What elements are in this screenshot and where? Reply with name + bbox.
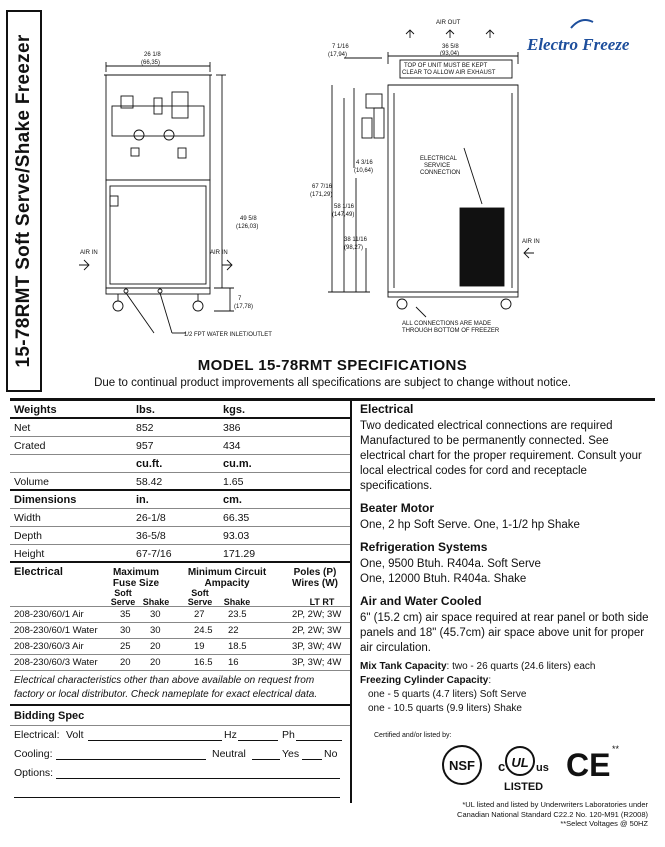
dimensions-heading: Dimensions bbox=[14, 494, 77, 506]
bid-electrical-label: Electrical: bbox=[14, 729, 60, 741]
refrigeration-text-1: One, 9500 Btuh. R404a. Soft Serve bbox=[360, 558, 541, 570]
refrigeration-text-2: One, 12000 Btuh. R404a. Shake bbox=[360, 573, 527, 585]
neutral-blank[interactable] bbox=[252, 759, 280, 760]
fuse-head-1: Maximum bbox=[112, 567, 160, 578]
ul-text: UL bbox=[511, 755, 529, 770]
column-divider bbox=[350, 401, 352, 803]
fuse-soft-2: Serve bbox=[110, 597, 136, 607]
net-label: Net bbox=[14, 422, 31, 434]
volume-ft: 58.42 bbox=[136, 476, 163, 488]
electrical-row bbox=[10, 639, 350, 655]
ul-listed: LISTED bbox=[504, 781, 544, 793]
dim-total-height: 67 7/16 bbox=[312, 184, 333, 190]
row-fuse-sh: 20 bbox=[150, 657, 161, 668]
electrical-table-header bbox=[10, 563, 350, 607]
dim-mid-height-cm: (147,49) bbox=[332, 212, 355, 218]
volume-m: 1.65 bbox=[223, 476, 244, 488]
height-cm: 171.29 bbox=[223, 548, 256, 560]
label-water-inlet: 1/2 FPT WATER INLET/OUTLET bbox=[184, 332, 272, 338]
row-poles: 3P, 3W; 4W bbox=[292, 657, 342, 668]
bid-volt-label: Volt bbox=[66, 729, 84, 741]
volume-row bbox=[10, 473, 350, 491]
row-fuse-ss: 35 bbox=[120, 609, 131, 620]
amp-soft-1: Soft bbox=[191, 588, 209, 598]
bid-neutral-label: Neutral bbox=[212, 748, 246, 760]
net-kgs: 386 bbox=[223, 422, 241, 434]
amp-head-2: Ampacity bbox=[204, 578, 250, 589]
row-amp-sh: 16 bbox=[228, 657, 239, 668]
dim-depth: 36 5/8 bbox=[442, 44, 459, 50]
note-top-clear-2: CLEAR TO ALLOW AIR EXHAUST bbox=[402, 70, 496, 76]
depth-row bbox=[10, 527, 350, 545]
weights-heading: Weights bbox=[14, 404, 57, 416]
bid-no-label: No bbox=[324, 748, 338, 760]
fuse-shake: Shake bbox=[142, 597, 170, 607]
label-air-in-right: AIR IN bbox=[210, 250, 228, 256]
dim-spigot: 4 3/16 bbox=[356, 160, 373, 166]
crated-kgs: 434 bbox=[223, 440, 241, 452]
ul-us: us bbox=[536, 762, 549, 774]
amp-shake: Shake bbox=[223, 597, 251, 607]
row-fuse-ss: 20 bbox=[120, 657, 131, 668]
yes-blank[interactable] bbox=[302, 759, 322, 760]
note-top-clear-1: TOP OF UNIT MUST BE KEPT bbox=[404, 63, 488, 69]
volume-label: Volume bbox=[14, 476, 50, 488]
dim-mid-height: 58 1/16 bbox=[334, 204, 355, 210]
row-fuse-sh: 30 bbox=[150, 609, 161, 620]
cert-note-1: *UL listed and listed by Underwriters Laboratories under bbox=[462, 800, 648, 809]
weights-net-row bbox=[10, 419, 350, 437]
height-label: Height bbox=[14, 548, 45, 560]
cooling-blank[interactable] bbox=[56, 759, 206, 760]
air-water-text: 6" (15.2 cm) air space required at rear panel or both side panels and 18" (45.7cm) air space above unit for proper air circulation. bbox=[360, 612, 649, 654]
row-amp-sh: 18.5 bbox=[228, 641, 247, 652]
electrical-table bbox=[10, 563, 350, 706]
certifications bbox=[360, 730, 656, 847]
dimensions-header-row bbox=[10, 491, 350, 509]
row-amp-ss: 24.5 bbox=[194, 625, 213, 636]
bidding-electrical-line bbox=[10, 726, 350, 745]
dim-top-offset: 7 1/16 bbox=[332, 44, 349, 50]
brand-logo bbox=[525, 12, 660, 62]
model-title: MODEL 15-78RMT SPECIFICATIONS bbox=[197, 357, 468, 374]
bidding-options-line bbox=[10, 764, 350, 783]
mix-tank-capacity bbox=[360, 660, 656, 674]
label-air-in-left: AIR IN bbox=[80, 250, 98, 256]
width-in: 26-1/8 bbox=[136, 512, 166, 524]
nsf-icon bbox=[443, 746, 481, 784]
bid-yes-label: Yes bbox=[282, 748, 300, 760]
volt-blank[interactable] bbox=[88, 740, 222, 741]
note-connections-1: ALL CONNECTIONS ARE MADE bbox=[402, 321, 492, 327]
width-cm: 66.35 bbox=[223, 512, 250, 524]
dim-total-height-cm: (171,29) bbox=[310, 192, 333, 198]
row-fuse-ss: 25 bbox=[120, 641, 131, 652]
amp-soft-2: Serve bbox=[187, 597, 213, 607]
side-title-box bbox=[6, 10, 42, 392]
label-elec-1: ELECTRICAL bbox=[420, 156, 458, 162]
cylinder-colon: : bbox=[488, 675, 492, 686]
row-fuse-ss: 30 bbox=[120, 625, 131, 636]
options-blank[interactable] bbox=[56, 778, 340, 779]
bidding-cooling-line bbox=[10, 745, 350, 764]
ce-asterisks: ** bbox=[612, 744, 620, 754]
ph-blank[interactable] bbox=[296, 740, 342, 741]
width-row bbox=[10, 509, 350, 527]
mix-tank-value: : two - 26 quarts (24.6 liters) each bbox=[446, 661, 596, 672]
volume-unit-m: cu.m. bbox=[223, 458, 252, 470]
dimensions-unit-cm: cm. bbox=[223, 494, 242, 506]
row-name: 208-230/60/1 Water bbox=[14, 625, 98, 636]
net-lbs: 852 bbox=[136, 422, 154, 434]
dim-front-width-cm: (66,35) bbox=[141, 60, 161, 66]
air-water-heading: Air and Water Cooled bbox=[360, 594, 482, 608]
row-fuse-sh: 30 bbox=[150, 625, 161, 636]
width-label: Width bbox=[14, 512, 41, 524]
ce-text: CE bbox=[566, 747, 611, 783]
beater-text: One, 2 hp Soft Serve. One, 1-1/2 hp Shake bbox=[360, 519, 580, 531]
brand-name: Electro Freeze bbox=[527, 35, 630, 54]
dim-leg: 7 bbox=[238, 296, 242, 302]
cert-note-2: Canadian National Standard C22.2 No. 120-M91 (R2008) bbox=[457, 809, 648, 819]
bid-ph-label: Ph bbox=[282, 729, 295, 741]
electrical-note: Electrical characteristics other than above available on request from factory or local distributor. Check nameplate for exact electrical data. bbox=[10, 671, 350, 706]
refrigeration-heading: Refrigeration Systems bbox=[360, 540, 488, 554]
row-name: 208-230/60/1 Air bbox=[14, 609, 84, 620]
row-name: 208-230/60/3 Air bbox=[14, 641, 84, 652]
dim-leg-cm: (17,78) bbox=[234, 304, 254, 310]
electrical-row bbox=[10, 623, 350, 639]
mix-tank-label: Mix Tank Capacity bbox=[360, 661, 447, 672]
dim-low-height: 38 11/16 bbox=[344, 237, 367, 243]
nsf-text: NSF bbox=[449, 758, 475, 773]
electrical-heading-right: Electrical bbox=[360, 402, 414, 416]
ce-mark-icon bbox=[566, 744, 620, 783]
electrical-heading: Electrical bbox=[14, 566, 63, 578]
poles-head-2: Wires (W) bbox=[291, 578, 339, 589]
cert-logos bbox=[360, 738, 656, 808]
depth-label: Depth bbox=[14, 530, 43, 542]
crated-lbs: 957 bbox=[136, 440, 154, 452]
weights-unit-kgs: kgs. bbox=[223, 404, 246, 416]
fuse-head-2: Fuse Size bbox=[112, 578, 160, 589]
lt-rt: LT RT bbox=[309, 597, 335, 607]
height-row bbox=[10, 545, 350, 563]
weights-crated-row bbox=[10, 437, 350, 455]
crated-label: Crated bbox=[14, 440, 46, 452]
dim-height-a-cm: (126,03) bbox=[236, 224, 259, 230]
options-blank-2[interactable] bbox=[14, 797, 340, 798]
bid-options-label: Options: bbox=[14, 767, 54, 779]
volume-unit-ft: cu.ft. bbox=[136, 458, 163, 470]
depth-cm: 93.03 bbox=[223, 530, 250, 542]
bidding-extra-line bbox=[10, 783, 350, 802]
row-amp-ss: 27 bbox=[194, 609, 205, 620]
side-title: 15-78RMT Soft Serve/Shake Freezer bbox=[13, 34, 34, 368]
poles-head-1: Poles (P) bbox=[293, 567, 337, 578]
spec-left-column bbox=[10, 401, 350, 802]
cylinder-label: Freezing Cylinder Capacity bbox=[360, 675, 489, 686]
dim-low-height-cm: (98,27) bbox=[344, 245, 364, 251]
row-amp-sh: 22 bbox=[228, 625, 239, 636]
ul-listed-icon bbox=[498, 747, 549, 793]
cylinder-capacity bbox=[360, 674, 656, 688]
dimensions-unit-in: in. bbox=[136, 494, 149, 506]
dim-top-offset-cm: (17,94) bbox=[328, 52, 348, 58]
label-air-out: AIR OUT bbox=[436, 20, 461, 26]
cylinder-soft-serve: one - 5 quarts (4.7 liters) Soft Serve bbox=[368, 689, 527, 700]
cert-note-3: **Select Voltages @ 50HZ bbox=[560, 819, 648, 828]
volume-units-row bbox=[10, 455, 350, 473]
spec-right-column bbox=[360, 402, 656, 716]
depth-in: 36-5/8 bbox=[136, 530, 166, 542]
electrical-row bbox=[10, 607, 350, 623]
electrical-row bbox=[10, 655, 350, 671]
row-amp-ss: 19 bbox=[194, 641, 205, 652]
row-poles: 2P, 2W; 3W bbox=[292, 609, 342, 620]
weights-header-row bbox=[10, 401, 350, 419]
dim-depth-cm: (93,04) bbox=[440, 51, 460, 57]
row-poles: 3P, 3W; 4W bbox=[292, 641, 342, 652]
bidding-spec-heading: Bidding Spec bbox=[10, 706, 350, 726]
row-name: 208-230/60/3 Water bbox=[14, 657, 98, 668]
front-lower-cabinet bbox=[106, 180, 210, 288]
note-connections-2: THROUGH BOTTOM OF FREEZER bbox=[402, 328, 500, 334]
row-amp-ss: 16.5 bbox=[194, 657, 213, 668]
electrical-text: Two dedicated electrical connections are required Manufactured to be permanently connected. See electrical chart for the proper requirement. Consult your local electrical codes for cord and receptacle specifications. bbox=[360, 420, 642, 492]
bid-hz-label: Hz bbox=[224, 729, 237, 741]
hz-blank[interactable] bbox=[238, 740, 278, 741]
label-elec-3: CONNECTION bbox=[420, 170, 461, 176]
dim-height-a: 49 5/8 bbox=[240, 216, 257, 222]
weights-unit-lbs: lbs. bbox=[136, 404, 155, 416]
beater-heading: Beater Motor bbox=[360, 501, 435, 515]
change-notice: Due to continual product improvements all specifications are subject to change without notice. bbox=[94, 377, 571, 389]
label-elec-2: SERVICE bbox=[424, 163, 451, 169]
fuse-soft-1: Soft bbox=[114, 588, 132, 598]
cylinder-shake: one - 10.5 quarts (9.9 liters) Shake bbox=[368, 703, 522, 714]
row-poles: 2P, 2W; 3W bbox=[292, 625, 342, 636]
amp-head-1: Minimum Circuit bbox=[187, 567, 267, 578]
ul-c: c bbox=[498, 759, 506, 774]
row-amp-sh: 23.5 bbox=[228, 609, 247, 620]
cert-footnote bbox=[418, 800, 648, 829]
front-upper-cabinet bbox=[106, 75, 210, 180]
dim-spigot-cm: (10,64) bbox=[354, 168, 374, 174]
dim-front-width: 26 1/8 bbox=[144, 52, 161, 58]
height-in: 67-7/16 bbox=[136, 548, 172, 560]
cert-label: Certified and/or listed by: bbox=[374, 732, 452, 739]
row-fuse-sh: 20 bbox=[150, 641, 161, 652]
label-air-in-side: AIR IN bbox=[522, 239, 540, 245]
bid-cooling-label: Cooling: bbox=[14, 748, 53, 760]
